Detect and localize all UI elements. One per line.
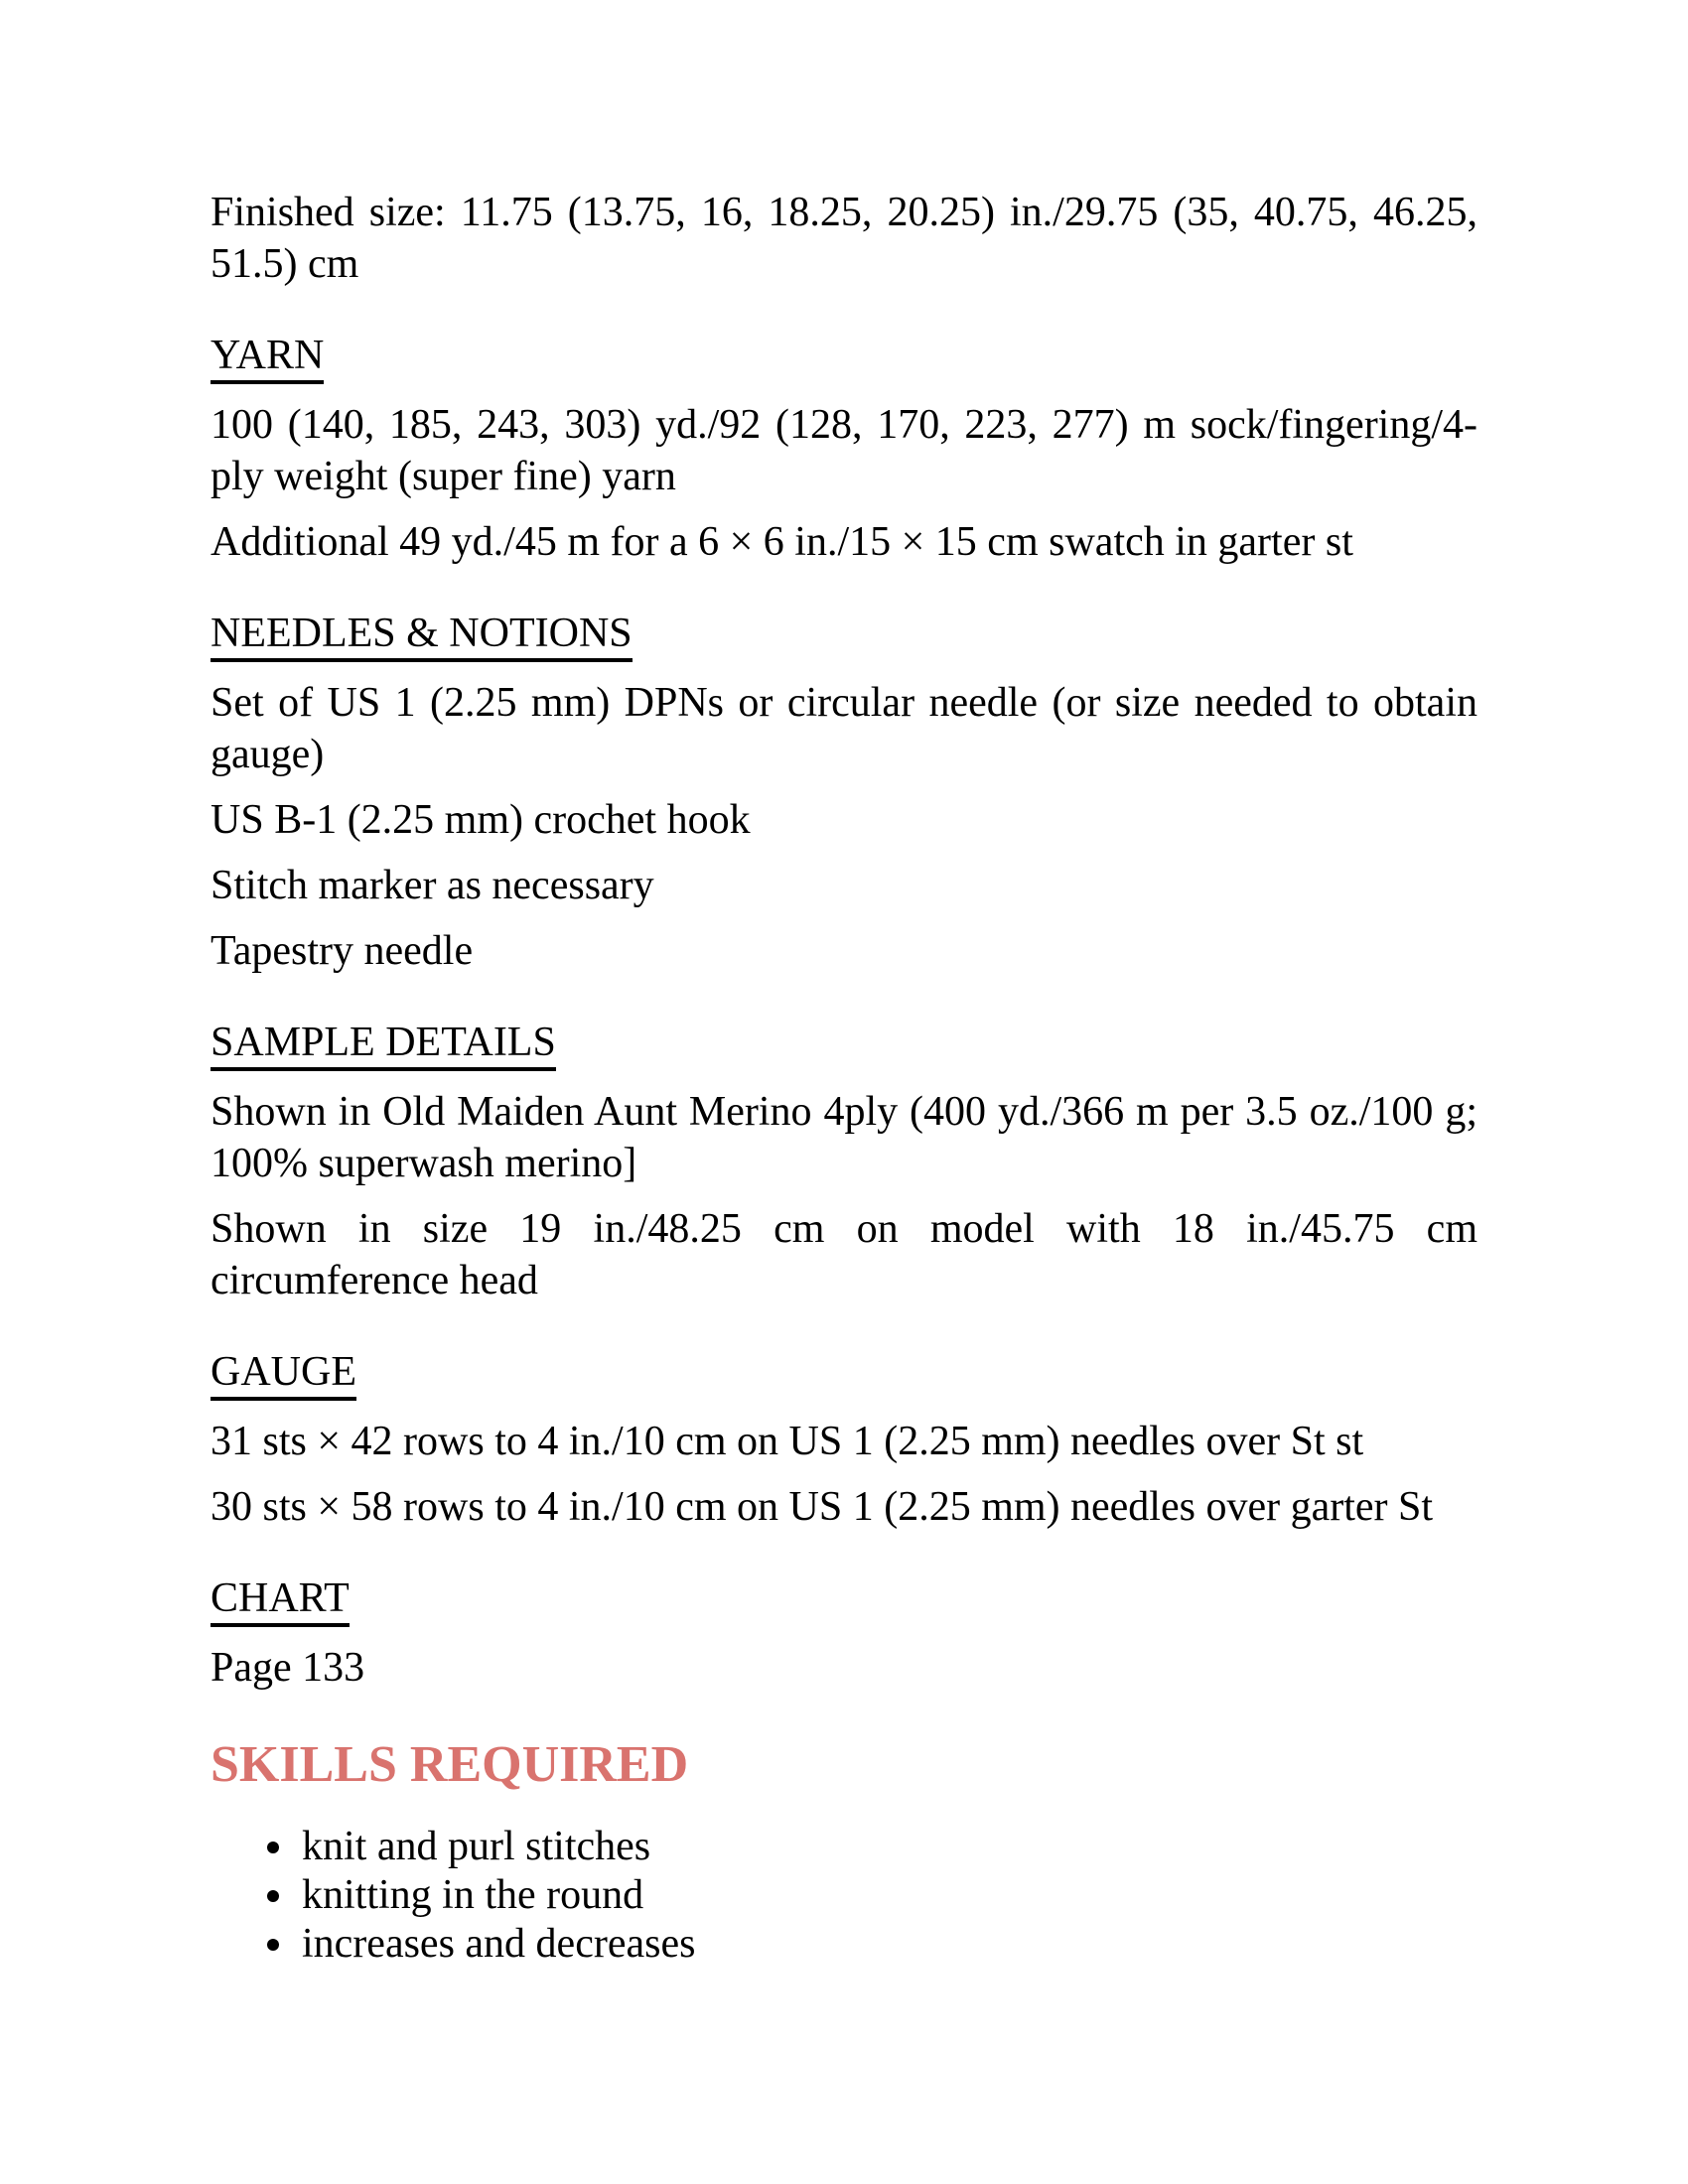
needles-paragraph xyxy=(211,677,1477,780)
text-line: Shown in Old Maiden Aunt Merino 4ply (400 yd./366 m per 3.5 oz./100 g; xyxy=(211,1089,1477,1135)
text-line: ply weight (super fine) yarn xyxy=(211,454,676,499)
stitch-marker-paragraph xyxy=(211,860,1477,911)
text-line: circumference head xyxy=(211,1258,538,1303)
heading-underlined-text: SAMPLE DETAILS xyxy=(211,1020,556,1071)
text-line: Finished size: 11.75 (13.75, 16, 18.25, 20.25) in./29.75 (35, 40.75, 46.25, xyxy=(211,190,1477,235)
text-line: 30 sts × 58 rows to 4 in./10 cm on US 1 (2.25 mm) needles over garter St xyxy=(211,1484,1434,1530)
section-heading-yarn xyxy=(211,330,1477,381)
list-item: • increases and decreases xyxy=(298,1920,1477,1969)
section-heading-chart xyxy=(211,1572,1477,1624)
crochet-hook-paragraph xyxy=(211,794,1477,846)
finished-size-paragraph xyxy=(211,187,1477,290)
text-line: Set of US 1 (2.25 mm) DPNs or circular needle (or size needed to obtain xyxy=(211,680,1477,726)
section-heading-gauge xyxy=(211,1346,1477,1398)
list-item: • knitting in the round xyxy=(298,1871,1477,1920)
text-line: Additional 49 yd./45 m for a 6 × 6 in./15 × 15 cm swatch in garter st xyxy=(211,519,1353,565)
tapestry-needle-paragraph xyxy=(211,925,1477,977)
yarn-paragraph xyxy=(211,399,1477,502)
yarn-swatch-paragraph xyxy=(211,516,1477,568)
sample-size-paragraph xyxy=(211,1203,1477,1306)
sample-yarn-paragraph xyxy=(211,1086,1477,1189)
gauge-garter-paragraph xyxy=(211,1481,1477,1533)
gauge-stst-paragraph xyxy=(211,1416,1477,1467)
heading-underlined-text: YARN xyxy=(211,333,324,384)
section-heading-needles-notions xyxy=(211,608,1477,659)
text-line: 100% superwash merino] xyxy=(211,1141,637,1186)
text-line: 51.5) cm xyxy=(211,241,359,287)
section-heading-sample-details xyxy=(211,1017,1477,1068)
text-line: US B-1 (2.25 mm) crochet hook xyxy=(211,797,751,843)
text-line: Stitch marker as necessary xyxy=(211,863,654,908)
text-line: Page 133 xyxy=(211,1645,365,1691)
heading-underlined-text: CHART xyxy=(211,1575,350,1627)
text-line: 31 sts × 42 rows to 4 in./10 cm on US 1 (2.25 mm) needles over St st xyxy=(211,1419,1364,1464)
text-line: Shown in size 19 in./48.25 cm on model with 18 in./45.75 cm xyxy=(211,1206,1477,1252)
heading-underlined-text: GAUGE xyxy=(211,1349,356,1401)
text-line: 100 (140, 185, 243, 303) yd./92 (128, 170, 223, 277) m sock/fingering/4- xyxy=(211,402,1477,448)
skills-list xyxy=(211,1823,1477,1969)
chart-page-paragraph xyxy=(211,1642,1477,1694)
skills-required-heading: SKILLS REQUIRED xyxy=(211,1736,689,1793)
text-line: gauge) xyxy=(211,732,325,777)
text-line: Tapestry needle xyxy=(211,928,474,974)
heading-underlined-text: NEEDLES & NOTIONS xyxy=(211,611,633,662)
list-item: • knit and purl stitches xyxy=(298,1823,1477,1871)
